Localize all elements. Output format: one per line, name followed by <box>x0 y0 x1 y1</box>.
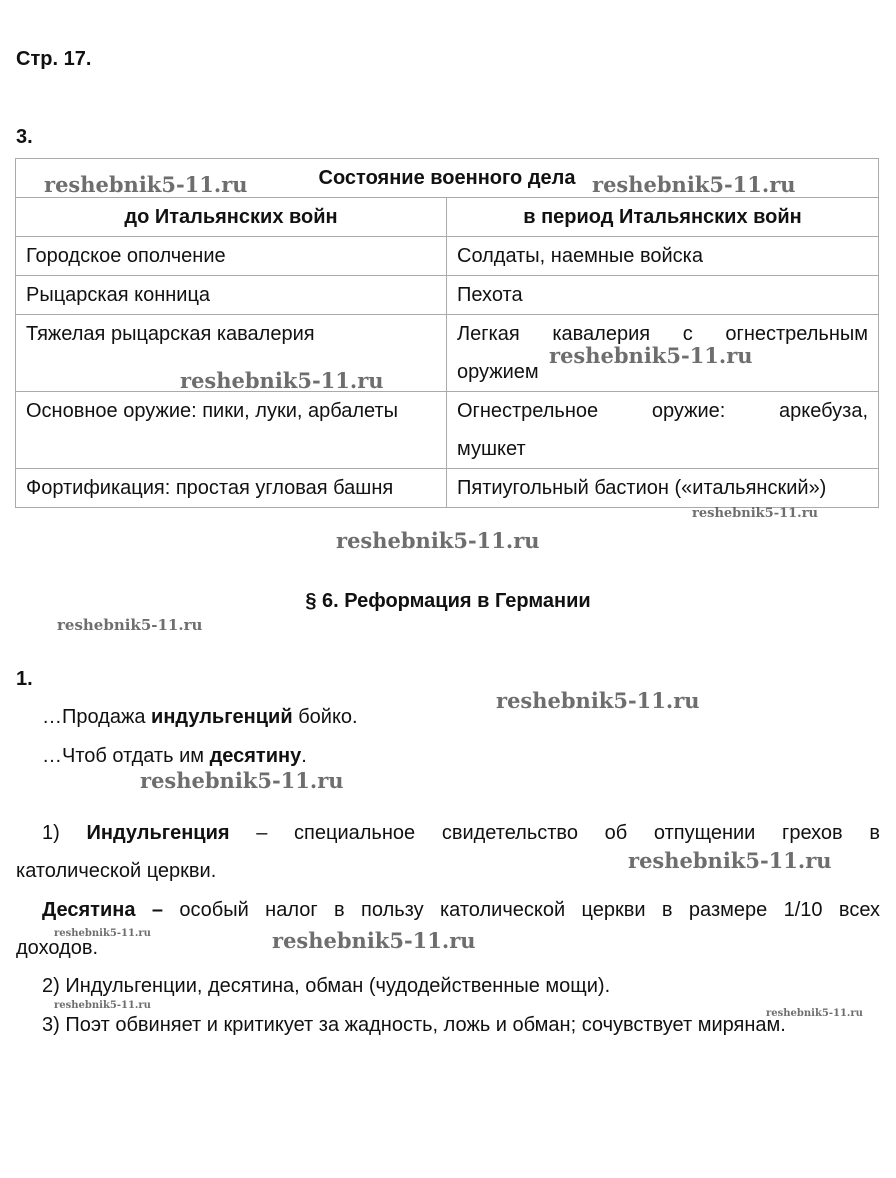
watermark: reshebnik5-11.ru <box>628 848 832 873</box>
table-row <box>16 392 879 469</box>
answer1-line1 <box>42 822 880 845</box>
answer1-term: Индульгенция <box>86 822 230 844</box>
cell-during: Пятиугольный бастион («итальянский») <box>447 469 879 508</box>
watermark: reshebnik5-11.ru <box>692 506 819 521</box>
quote1-term: индульгенций <box>151 706 293 728</box>
watermark: reshebnik5-11.ru <box>766 1008 863 1019</box>
quote-line-1 <box>42 706 358 729</box>
header-before: до Итальянских войн <box>16 198 447 237</box>
tithe-line2: доходов. <box>16 937 99 959</box>
task1-number: 1. <box>16 668 33 690</box>
answer1-number: 1) <box>42 822 87 844</box>
military-affairs-table <box>15 158 879 508</box>
table-row <box>16 276 879 315</box>
watermark: reshebnik5-11.ru <box>272 928 476 953</box>
answer1-line2: католической церкви. <box>16 860 217 882</box>
quote2-prefix: …Чтоб отдать им <box>42 745 210 767</box>
watermark: reshebnik5-11.ru <box>54 1000 151 1011</box>
task3-number: 3. <box>16 126 33 148</box>
cell-during <box>447 392 879 469</box>
cell-before: Городское ополчение <box>16 237 447 276</box>
cell-during-line: мушкет <box>457 438 526 460</box>
answer1-text: – специальное свидетельство об отпущении грехов в <box>229 822 880 844</box>
tithe-text: особый налог в пользу католической церкви в размере 1/10 всех <box>162 899 881 921</box>
watermark: reshebnik5-11.ru <box>592 172 796 197</box>
watermark: reshebnik5-11.ru <box>140 768 344 793</box>
cell-during-line: оружием <box>457 361 539 383</box>
header-during: в период Итальянских войн <box>447 198 879 237</box>
watermark: reshebnik5-11.ru <box>549 343 753 368</box>
answer2: 2) Индульгенции, десятина, обман (чудодейственные мощи). <box>42 975 611 997</box>
watermark: reshebnik5-11.ru <box>57 616 203 634</box>
answer3: 3) Поэт обвиняет и критикует за жадность, ложь и обман; сочувствует мирянам. <box>42 1014 786 1036</box>
cell-before: Рыцарская конница <box>16 276 447 315</box>
watermark: reshebnik5-11.ru <box>180 368 384 393</box>
table-header-row <box>16 198 879 237</box>
table-row <box>16 237 879 276</box>
quote2-suffix: . <box>301 745 307 767</box>
tithe-term: Десятина – <box>42 899 163 921</box>
table-title: Состояние военного дела <box>16 159 879 198</box>
tithe-line1 <box>42 899 880 922</box>
table-row <box>16 469 879 508</box>
quote2-term: десятину <box>209 745 302 767</box>
cell-before: Основное оружие: пики, луки, арбалеты <box>16 392 447 469</box>
watermark: reshebnik5-11.ru <box>54 928 151 939</box>
cell-during-line: Огнестрельное оружие: аркебуза, <box>457 400 868 422</box>
quote1-suffix: бойко. <box>292 706 358 728</box>
cell-before: Фортификация: простая угловая башня <box>16 469 447 508</box>
watermark: reshebnik5-11.ru <box>44 172 248 197</box>
section-title: § 6. Реформация в Германии <box>305 590 591 612</box>
cell-during: Пехота <box>447 276 879 315</box>
cell-during: Солдаты, наемные войска <box>447 237 879 276</box>
quote-line-2 <box>42 745 307 768</box>
watermark: reshebnik5-11.ru <box>496 688 700 713</box>
watermark: reshebnik5-11.ru <box>336 528 540 553</box>
cell-during-line: Легкая кавалерия с огнестрельным <box>457 323 868 345</box>
page-number: Стр. 17. <box>16 48 92 70</box>
cell-before: Тяжелая рыцарская кавалерия <box>16 315 447 392</box>
quote1-prefix: …Продажа <box>42 706 152 728</box>
